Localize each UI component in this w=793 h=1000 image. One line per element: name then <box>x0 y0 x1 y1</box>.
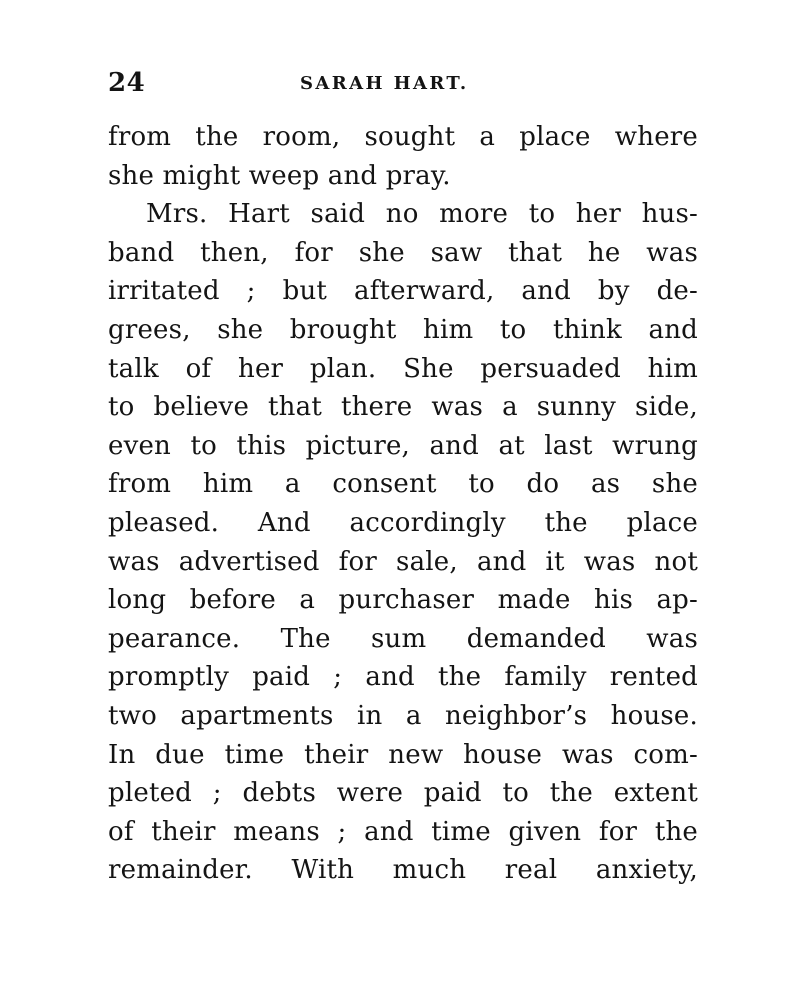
text-line: was advertised for sale, and it was not <box>108 546 698 577</box>
text-line: grees, she brought him to think and <box>108 314 698 345</box>
text-line: talk of her plan. She persuaded him <box>108 353 698 384</box>
text-line: from the room, sought a place where <box>108 122 698 152</box>
text-line: In due time their new house was com- <box>108 739 698 770</box>
text-line: to believe that there was a sunny side, <box>108 392 698 423</box>
running-title: SARAH HART. <box>300 73 469 94</box>
text-line: of their means ; and time given for the <box>108 816 698 847</box>
text-line: from him a consent to do as she <box>108 469 698 500</box>
text-line: promptly paid ; and the family rented <box>108 662 698 693</box>
text-line: remainder. With much real anxiety, <box>108 855 698 886</box>
text-line: two apartments in a neighbor’s house. <box>108 700 698 731</box>
text-line: long before a purchaser made his ap- <box>108 585 698 616</box>
text-line: irritated ; but afterward, and by de- <box>108 276 698 307</box>
page-number: 24 <box>108 68 146 98</box>
text-line: band then, for she saw that he was <box>108 237 698 268</box>
running-head <box>108 68 698 102</box>
text-line: Mrs. Hart said no more to her hus- <box>146 199 698 230</box>
text-line: pearance. The sum demanded was <box>108 623 698 654</box>
body-text <box>108 118 698 890</box>
text-line: she might weep and pray. <box>108 160 451 191</box>
text-line: even to this picture, and at last wrung <box>108 430 698 461</box>
text-line: pleted ; debts were paid to the extent <box>108 778 698 809</box>
text-line: pleased. And accordingly the place <box>108 507 698 538</box>
